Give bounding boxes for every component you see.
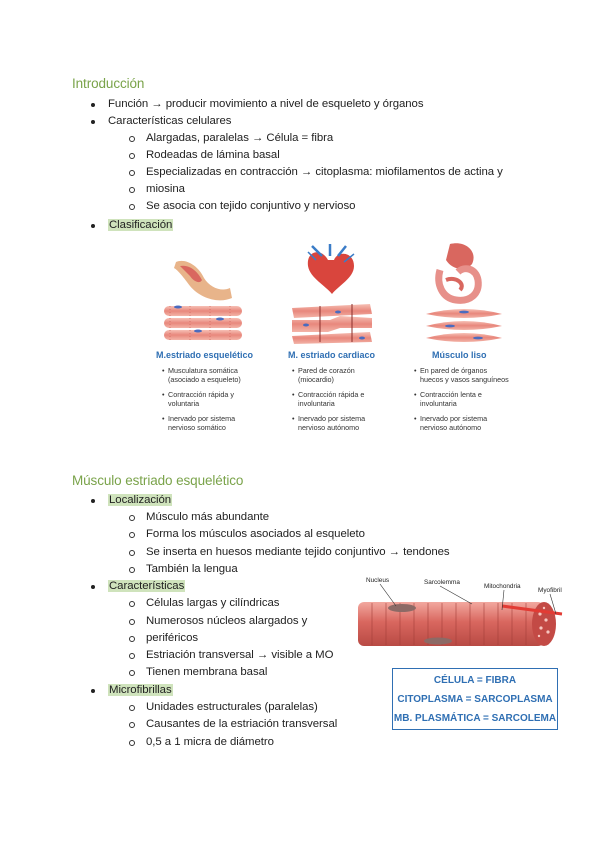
car-item-0: Células largas y cilíndricas xyxy=(146,595,279,612)
col-title-liso: Músculo liso xyxy=(432,350,487,360)
svg-text:•: • xyxy=(292,390,295,399)
loc-item-1: Forma los músculos asociados al esqueleto xyxy=(146,526,365,543)
col2-line1: huecos y vasos sanguíneos xyxy=(420,375,509,384)
car-item-1-cont xyxy=(146,630,198,647)
label-nucleus: Nucleus xyxy=(366,577,390,584)
continuation-text: periféricos xyxy=(146,632,198,644)
col2-line4: Inervado por sistema xyxy=(420,414,488,423)
col2-line0: En pared de órganos xyxy=(420,366,488,375)
col0-line3: voluntaria xyxy=(168,399,200,408)
col-title-cardiaco: M. estriado cardiaco xyxy=(288,350,376,360)
col2-line2: Contracción lenta e xyxy=(420,390,482,399)
bullet-caracteristicas: Características celulares xyxy=(108,113,231,130)
loc-item-2: Se inserta en huesos mediante tejido conjuntivo → tendones xyxy=(146,544,450,561)
svg-text:•: • xyxy=(162,390,165,399)
classification-figure xyxy=(140,240,540,445)
col2-line3: involuntaria xyxy=(420,399,457,408)
digestive-organs-icon xyxy=(439,243,478,300)
col-bullets-cardiaco xyxy=(292,366,365,432)
micro-item-1: Causantes de la estriación transversal xyxy=(146,716,337,733)
skeletal-fiber-bundle xyxy=(164,306,242,341)
smooth-fiber-bundle xyxy=(426,309,502,342)
section-title-musculo: Músculo estriado esquelético xyxy=(72,473,244,488)
sub-item-lamina-basal: Rodeadas de lámina basal xyxy=(146,147,280,164)
svg-text:•: • xyxy=(292,414,295,423)
col0-line2: Contracción rápida y xyxy=(168,390,234,399)
col1-line4: Inervado por sistema xyxy=(298,414,366,423)
bullet-caracteristicas-musculo xyxy=(108,578,185,595)
loc-item-0: Músculo más abundante xyxy=(146,509,269,526)
continuation-text: miosina xyxy=(146,183,185,195)
label-myofibril: Myofibril xyxy=(538,587,562,594)
sub-item-alargadas: Alargadas, paralelas → Célula = fibra xyxy=(146,130,333,147)
col-title-esqueletico: M.estriado esquelético xyxy=(156,350,254,360)
col-bullets-liso xyxy=(414,366,509,432)
svg-text:•: • xyxy=(414,414,417,423)
caracteristicas-highlight: Características xyxy=(109,580,185,592)
svg-text:•: • xyxy=(162,366,165,375)
label-sarcolemma: Sarcolemma xyxy=(424,579,460,586)
col1-line1: (miocardio) xyxy=(298,375,334,384)
equiv-celula-fibra: CÉLULA = FIBRA xyxy=(433,675,517,686)
col2-line5: nervioso autónomo xyxy=(420,423,482,432)
bullet-funcion: Función → producir movimiento a nivel de esqueleto y órganos xyxy=(108,96,423,113)
section-title-introduccion: Introducción xyxy=(72,76,145,91)
svg-text:•: • xyxy=(414,390,417,399)
label-mitochondria: Mitochondria xyxy=(484,583,521,590)
equiv-citoplasma: CITOPLASMA = SARCOPLASMA xyxy=(397,694,553,705)
col1-line0: Pared de corazón xyxy=(298,366,355,375)
col-bullets-esqueletico xyxy=(162,366,241,432)
car-item-3: Estriación transversal → visible a MO xyxy=(146,647,333,664)
equivalence-box xyxy=(392,668,558,730)
muscle-fiber-figure xyxy=(352,570,566,654)
heart-icon xyxy=(308,244,354,294)
localizacion-highlight: Localización xyxy=(109,494,172,506)
micro-item-0: Unidades estructurales (paralelas) xyxy=(146,699,318,716)
col0-line4: Inervado por sistema xyxy=(168,414,236,423)
clasificacion-highlight: Clasificación xyxy=(109,219,173,231)
sub-item-tejido: Se asocia con tejido conjuntivo y nervioso xyxy=(146,198,355,215)
bullet-clasificacion xyxy=(108,217,173,234)
col0-line5: nervioso somático xyxy=(168,423,226,432)
svg-text:•: • xyxy=(414,366,417,375)
col0-line0: Musculatura somática xyxy=(168,366,238,375)
car-item-1: Numerosos núcleos alargados y xyxy=(146,613,307,630)
microfibrillas-highlight: Microfibrillas xyxy=(109,684,172,696)
cardiac-fiber-bundle xyxy=(292,304,372,344)
bullet-localizacion xyxy=(108,492,172,509)
svg-text:•: • xyxy=(292,366,295,375)
sub-item-especializadas: Especializadas en contracción → citoplasma: miofilamentos de actina y xyxy=(146,164,503,181)
arm-muscle-icon xyxy=(174,261,232,300)
col1-line2: Contracción rápida e xyxy=(298,390,365,399)
micro-item-2: 0,5 a 1 micra de diámetro xyxy=(146,734,274,751)
col0-line1: (asociado a esqueleto) xyxy=(168,375,241,384)
bullet-microfibrillas xyxy=(108,682,173,699)
equiv-membrana: MB. PLASMÁTICA = SARCOLEMA xyxy=(393,713,557,724)
sub-item-especializadas-cont xyxy=(146,181,185,198)
fiber-cylinder xyxy=(358,602,562,646)
col1-line3: involuntaria xyxy=(298,399,335,408)
svg-text:•: • xyxy=(162,414,165,423)
col1-line5: nervioso autónomo xyxy=(298,423,360,432)
car-item-4: Tienen membrana basal xyxy=(146,664,267,681)
loc-item-3: También la lengua xyxy=(146,561,238,578)
